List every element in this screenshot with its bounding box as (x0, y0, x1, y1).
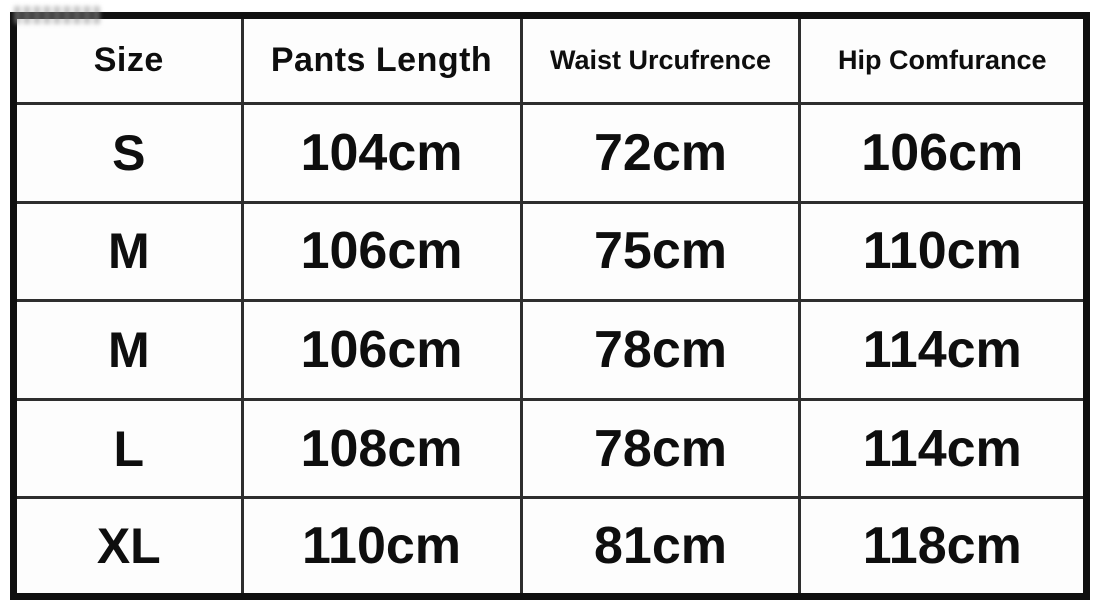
cell-hip: 114cm (800, 301, 1087, 400)
cell-size: M (14, 301, 243, 400)
cell-hip: 106cm (800, 104, 1087, 203)
cell-pants-length: 104cm (242, 104, 521, 203)
cell-waist: 81cm (521, 498, 800, 597)
cell-pants-length: 106cm (242, 301, 521, 400)
cell-size: XL (14, 498, 243, 597)
cell-waist: 72cm (521, 104, 800, 203)
watermark (14, 6, 100, 24)
cell-waist: 78cm (521, 301, 800, 400)
table-row (14, 301, 1087, 400)
cell-hip: 110cm (800, 202, 1087, 301)
table-row (14, 104, 1087, 203)
column-header-size: Size (14, 16, 243, 104)
size-chart-table (10, 12, 1090, 600)
cell-pants-length: 108cm (242, 399, 521, 498)
cell-waist: 75cm (521, 202, 800, 301)
cell-pants-length: 106cm (242, 202, 521, 301)
cell-size: L (14, 399, 243, 498)
cell-waist: 78cm (521, 399, 800, 498)
cell-size: M (14, 202, 243, 301)
table-row (14, 498, 1087, 597)
cell-hip: 114cm (800, 399, 1087, 498)
table-row (14, 399, 1087, 498)
table-header-row (14, 16, 1087, 104)
column-header-pants-length: Pants Length (242, 16, 521, 104)
cell-hip: 118cm (800, 498, 1087, 597)
column-header-waist: Waist Urcufrence (521, 16, 800, 104)
cell-pants-length: 110cm (242, 498, 521, 597)
table-row (14, 202, 1087, 301)
cell-size: S (14, 104, 243, 203)
column-header-hip: Hip Comfurance (800, 16, 1087, 104)
